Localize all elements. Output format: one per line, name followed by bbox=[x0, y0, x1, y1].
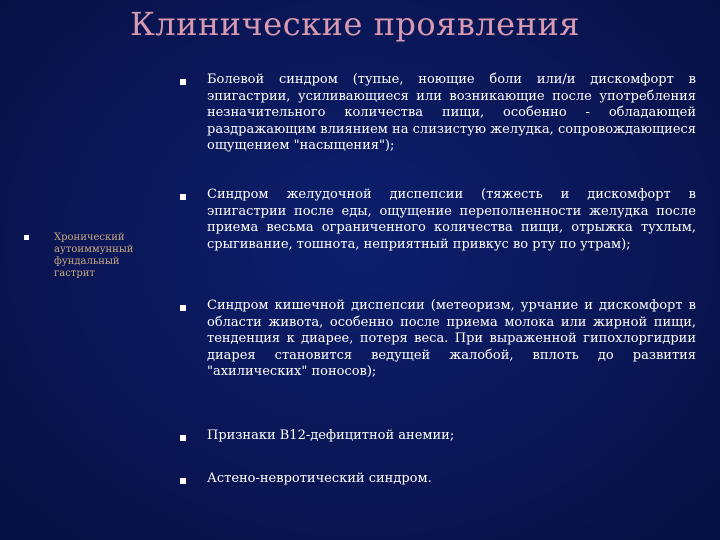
list-item-text: Астено-невротический синдром. bbox=[207, 471, 432, 486]
bullet-square-icon bbox=[180, 79, 186, 85]
list-item-text: Синдром кишечной диспепсии (метеоризм, урчание и дискомфорт в области живота, особенно после приема молока или жирной пищи, тенденция к диарее, потеря веса. При выраженной гипохлоргидрии диарея становится ведущей жалобой, вплоть до развития "ахилических" поносов); bbox=[207, 298, 696, 379]
bullet-square-icon bbox=[180, 194, 186, 200]
left-item-text: Хронический аутоиммунный фундальный гастрит bbox=[54, 232, 134, 279]
bullet-square-icon bbox=[180, 435, 186, 441]
bullet-square-icon bbox=[180, 478, 186, 484]
bullet-square-icon bbox=[24, 235, 29, 240]
list-item-text: Признаки В12-дефицитной анемии; bbox=[207, 428, 455, 443]
list-item-text: Болевой синдром (тупые, ноющие боли или/и дискомфорт в эпигастрии, усиливающиеся или возникающие после употребления незначительного количества пищи, особенно - обладающей раздражающим влиянием на слизистую желудка, сопровождающиеся ощущением "насыщения"); bbox=[207, 72, 696, 153]
slide-title: Клинические проявления bbox=[130, 5, 580, 43]
list-item-text: Синдром желудочной диспепсии (тяжесть и дискомфорт в эпигастрии после еды, ощущение переполненности желудка после приема весьма ограниченного количества пищи, отрыжка тухлым, срыгивание, тошнота, неприятный привкус во рту по утрам); bbox=[207, 187, 696, 252]
bullet-square-icon bbox=[180, 305, 186, 311]
